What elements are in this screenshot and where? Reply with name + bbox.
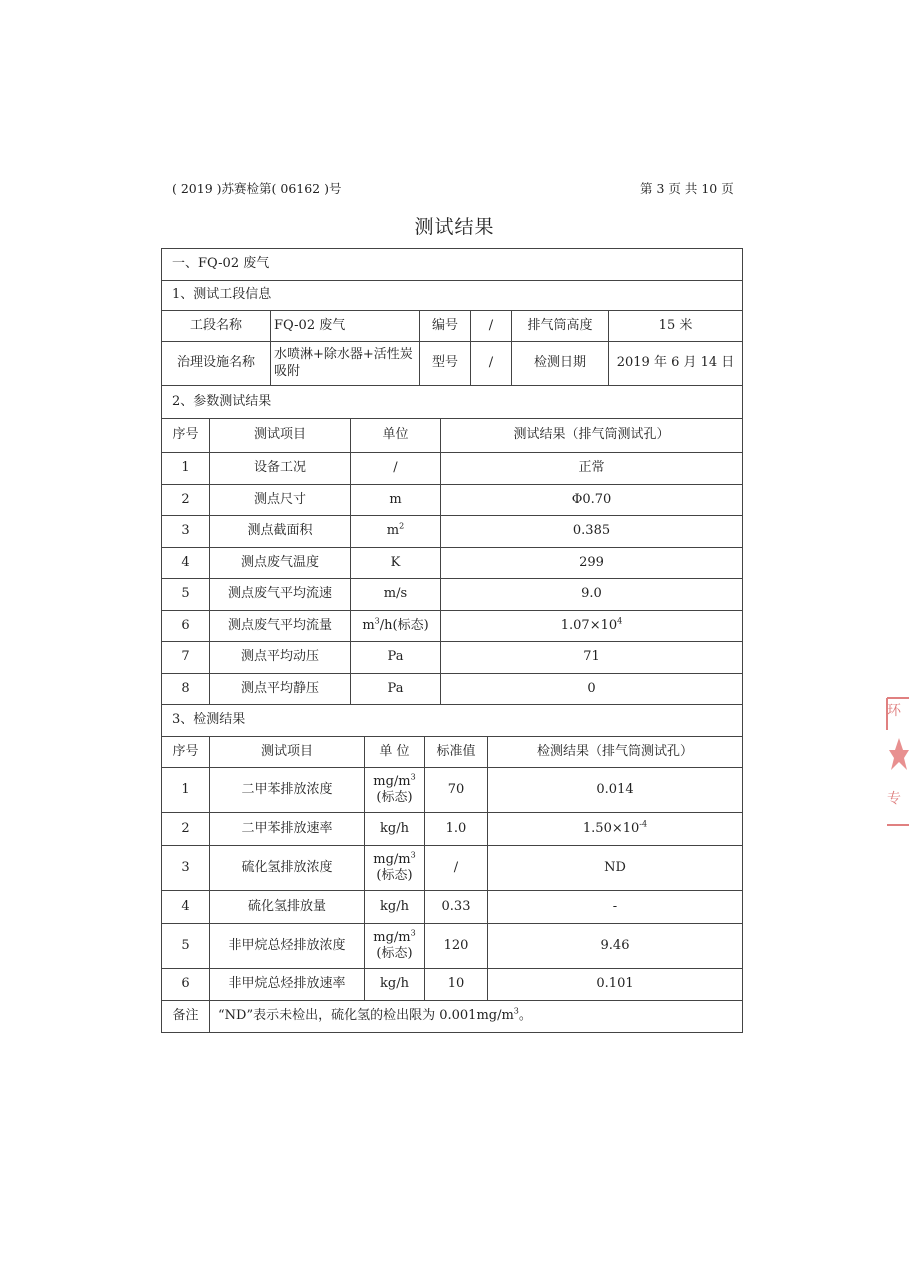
table-row (162, 547, 743, 579)
remark-label: 备注 (162, 1001, 210, 1033)
row-no: 4 (162, 891, 210, 924)
row-no: 1 (162, 768, 210, 813)
row-standard: 10 (425, 969, 488, 1001)
label-number: 编号 (420, 311, 471, 342)
row-result: 0.014 (488, 768, 743, 813)
table-row (162, 579, 743, 611)
col-header: 标准值 (425, 737, 488, 768)
row-unit: Pa (351, 642, 441, 674)
row-unit: Pa (351, 673, 441, 705)
label-section-name: 工段名称 (162, 311, 271, 342)
table-row (162, 891, 743, 924)
table-row (162, 969, 743, 1001)
row-unit: $mg/m^3$ (标态) (365, 846, 425, 891)
model-value: / (471, 342, 512, 386)
report-number: ( 2019 )苏赛检第( 06162 )号 (172, 181, 342, 196)
row-standard: 0.33 (425, 891, 488, 924)
col-header: 单 位 (365, 737, 425, 768)
row-no: 3 (162, 516, 210, 548)
number-value: / (471, 311, 512, 342)
row-item: 非甲烷总烃排放浓度 (210, 924, 365, 969)
section2-heading: 2、参数测试结果 (162, 386, 743, 419)
page-title: 测试结果 (414, 216, 495, 238)
row-result: Φ0.70 (441, 484, 743, 516)
date-value: 2019 年 6 月 14 日 (609, 342, 743, 386)
row-item: 测点废气温度 (210, 547, 351, 579)
table-row (162, 924, 743, 969)
row-no: 5 (162, 924, 210, 969)
col-header: 测试结果（排气筒测试孔） (441, 419, 743, 453)
row-result: 9.0 (441, 579, 743, 611)
row-result: 正常 (441, 453, 743, 485)
row-no: 6 (162, 610, 210, 642)
row-no: 8 (162, 673, 210, 705)
row-item: 测点尺寸 (210, 484, 351, 516)
section1-table (161, 248, 743, 419)
label-stack-height: 排气筒高度 (512, 311, 609, 342)
col-header: 检测结果（排气筒测试孔） (488, 737, 743, 768)
row-item: 非甲烷总烃排放速率 (210, 969, 365, 1001)
table-row (162, 768, 743, 813)
row-unit: kg/h (365, 813, 425, 846)
row-result: $1.07\times 10^4$ (441, 610, 743, 642)
label-date: 检测日期 (512, 342, 609, 386)
table-row (162, 673, 743, 705)
row-no: 7 (162, 642, 210, 674)
row-item: 测点平均静压 (210, 673, 351, 705)
page-info: 第 3 页 共 10 页 (640, 181, 734, 196)
row-item: 测点废气平均流速 (210, 579, 351, 611)
label-facility: 治理设施名称 (162, 342, 271, 386)
row-no: 5 (162, 579, 210, 611)
row-item: 硫化氢排放量 (210, 891, 365, 924)
table-row (162, 516, 743, 548)
row-standard: 120 (425, 924, 488, 969)
table-row (162, 846, 743, 891)
row-standard: 70 (425, 768, 488, 813)
section2-table (161, 418, 743, 737)
official-stamp-fragment (885, 690, 909, 830)
section3-table (161, 736, 743, 1033)
section3-heading: 3、检测结果 (162, 705, 743, 737)
row-no: 4 (162, 547, 210, 579)
row-standard: / (425, 846, 488, 891)
row-result: ND (488, 846, 743, 891)
row-unit: $mg/m^3$ (标态) (365, 924, 425, 969)
stack-height-value: 15 米 (609, 311, 743, 342)
row-result: 0.101 (488, 969, 743, 1001)
row-unit: kg/h (365, 891, 425, 924)
row-item: 硫化氢排放浓度 (210, 846, 365, 891)
table-row (162, 813, 743, 846)
row-unit: K (351, 547, 441, 579)
section-name-value: FQ-02 废气 (271, 311, 420, 342)
row-unit: m/s (351, 579, 441, 611)
section1-heading: 一、FQ-02 废气 (162, 249, 743, 281)
row-unit: / (351, 453, 441, 485)
row-item: 设备工况 (210, 453, 351, 485)
row-result: $1.50\times 10^{-4}$ (488, 813, 743, 846)
col-header: 测试项目 (210, 737, 365, 768)
col-header: 单位 (351, 419, 441, 453)
row-unit: kg/h (365, 969, 425, 1001)
row-no: 6 (162, 969, 210, 1001)
row-unit: m (351, 484, 441, 516)
col-header: 测试项目 (210, 419, 351, 453)
row-unit: $m^3/h$(标态) (351, 610, 441, 642)
row-result: 71 (441, 642, 743, 674)
row-unit: $mg/m^3$ (标态) (365, 768, 425, 813)
row-item: 测点截面积 (210, 516, 351, 548)
row-result: 0.385 (441, 516, 743, 548)
row-no: 2 (162, 484, 210, 516)
row-result: - (488, 891, 743, 924)
row-no: 3 (162, 846, 210, 891)
table-row (162, 642, 743, 674)
remark-text: “ND”表示未检出，硫化氢的检出限为 $0.001mg/m^3$。 (210, 1001, 743, 1033)
row-item: 二甲苯排放速率 (210, 813, 365, 846)
row-standard: 1.0 (425, 813, 488, 846)
row-result: 0 (441, 673, 743, 705)
row-result: 9.46 (488, 924, 743, 969)
stamp-text-2: 专 (887, 791, 901, 807)
col-header: 序号 (162, 419, 210, 453)
table-row (162, 484, 743, 516)
table-row (162, 610, 743, 642)
row-no: 2 (162, 813, 210, 846)
row-result: 299 (441, 547, 743, 579)
label-model: 型号 (420, 342, 471, 386)
facility-value: 水喷淋+除水器+活性炭吸附 (271, 342, 420, 386)
section1-subheading: 1、测试工段信息 (162, 281, 743, 311)
table-row (162, 453, 743, 485)
col-header: 序号 (162, 737, 210, 768)
stamp-text-1: 环 (887, 703, 901, 719)
row-no: 1 (162, 453, 210, 485)
row-item: 测点废气平均流量 (210, 610, 351, 642)
row-unit: $m^2$ (351, 516, 441, 548)
row-item: 测点平均动压 (210, 642, 351, 674)
row-item: 二甲苯排放浓度 (210, 768, 365, 813)
